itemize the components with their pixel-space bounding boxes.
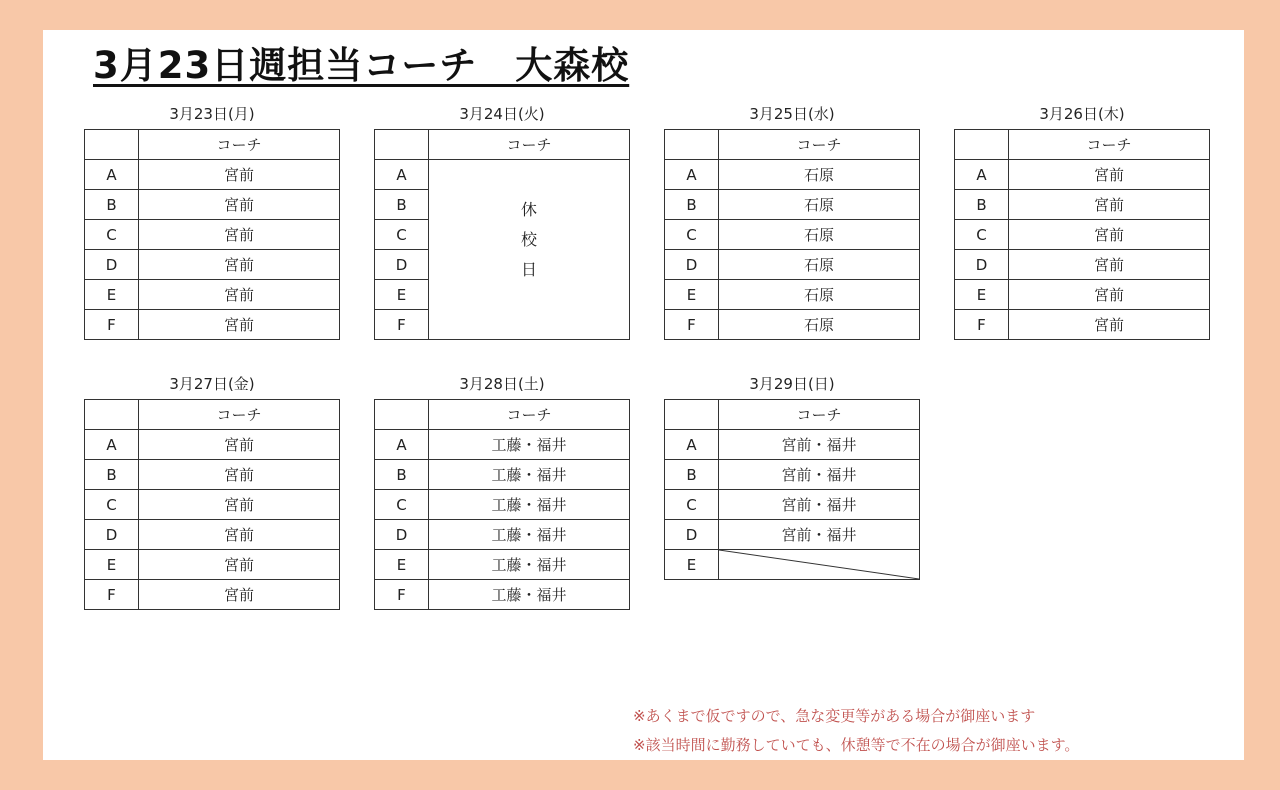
coach-header-cell: コーチ <box>1009 130 1210 160</box>
coach-name-cell: 宮前 <box>1009 250 1210 280</box>
coach-name-cell: 宮前 <box>139 160 340 190</box>
coach-name-cell: 宮前 <box>1009 280 1210 310</box>
day-date-caption: 3月27日(金) <box>169 375 255 393</box>
table-row <box>85 460 340 490</box>
day-date-caption: 3月25日(水) <box>749 105 835 123</box>
slot-label: E <box>85 550 139 580</box>
table-row <box>665 280 920 310</box>
slot-label: B <box>375 190 429 220</box>
slot-label: A <box>85 160 139 190</box>
slot-header-cell <box>665 400 719 430</box>
coach-name-cell: 宮前・福井 <box>719 430 920 460</box>
header-row <box>955 130 1210 160</box>
coach-name-cell: 宮前 <box>139 520 340 550</box>
coach-name-cell: 工藤・福井 <box>429 430 630 460</box>
slot-header-cell <box>665 130 719 160</box>
slot-label: E <box>375 550 429 580</box>
coach-table <box>664 399 920 580</box>
coach-table <box>374 129 630 340</box>
slot-label: C <box>375 490 429 520</box>
closed-day-label: 休校日 <box>520 199 537 279</box>
table-row <box>955 190 1210 220</box>
day-date-caption: 3月29日(日) <box>749 375 835 393</box>
schedule-sheet <box>43 30 1244 760</box>
note-tentative: ※あくまで仮ですので、急な変更等がある場合が御座います <box>633 707 1036 725</box>
slot-label: F <box>955 310 1009 340</box>
slot-header-cell <box>85 130 139 160</box>
coach-name-cell: 宮前 <box>139 580 340 610</box>
coach-name-cell: 石原 <box>719 160 920 190</box>
table-row <box>665 160 920 190</box>
day-schedule <box>374 102 630 340</box>
coach-name-cell: 石原 <box>719 190 920 220</box>
diagonal-strike <box>719 550 919 579</box>
slot-label: B <box>665 460 719 490</box>
slot-label: C <box>375 220 429 250</box>
slot-label: B <box>375 460 429 490</box>
coach-header-cell: コーチ <box>139 130 340 160</box>
coach-name-cell: 工藤・福井 <box>429 550 630 580</box>
coach-name-cell: 宮前 <box>1009 190 1210 220</box>
slot-label: F <box>85 580 139 610</box>
table-row <box>665 220 920 250</box>
slot-label: B <box>955 190 1009 220</box>
slot-label: C <box>85 220 139 250</box>
notes <box>633 702 1079 760</box>
coach-name-cell: 石原 <box>719 280 920 310</box>
header-row <box>85 130 340 160</box>
coach-name-cell: 工藤・福井 <box>429 460 630 490</box>
coach-table <box>374 399 630 610</box>
coach-name-cell: 宮前 <box>139 220 340 250</box>
table-row <box>85 520 340 550</box>
note-absence: ※該当時間に勤務していても、休憩等で不在の場合が御座います。 <box>633 736 1080 754</box>
table-row <box>85 220 340 250</box>
coach-name-cell: 石原 <box>719 310 920 340</box>
coach-name-cell: 宮前 <box>139 460 340 490</box>
slot-label: C <box>665 490 719 520</box>
header-row <box>665 130 920 160</box>
table-row <box>85 580 340 610</box>
table-row <box>665 310 920 340</box>
table-row <box>375 550 630 580</box>
slot-label: D <box>375 520 429 550</box>
slot-label: D <box>665 520 719 550</box>
coach-name-cell: 工藤・福井 <box>429 520 630 550</box>
day-schedule <box>954 102 1210 340</box>
coach-name-cell: 宮前 <box>139 310 340 340</box>
table-row <box>85 190 340 220</box>
day-date-caption: 3月23日(月) <box>169 105 255 123</box>
slot-label: C <box>665 220 719 250</box>
slot-label: D <box>955 250 1009 280</box>
coach-name-cell: 宮前・福井 <box>719 460 920 490</box>
slot-label: D <box>85 250 139 280</box>
coach-table <box>664 129 920 340</box>
table-row <box>955 220 1210 250</box>
coach-name-cell: 宮前 <box>139 430 340 460</box>
day-schedule <box>664 372 920 580</box>
slot-label: E <box>665 550 719 580</box>
table-row <box>85 280 340 310</box>
slot-label: C <box>955 220 1009 250</box>
slot-label: A <box>665 160 719 190</box>
table-row <box>85 490 340 520</box>
coach-name-cell: 宮前 <box>139 190 340 220</box>
table-row <box>955 280 1210 310</box>
coach-header-cell: コーチ <box>719 400 920 430</box>
slot-label: A <box>665 430 719 460</box>
coach-header-cell: コーチ <box>429 130 630 160</box>
slot-label: E <box>665 280 719 310</box>
coach-name-cell: 宮前 <box>1009 220 1210 250</box>
day-schedule <box>374 372 630 610</box>
table-row <box>375 460 630 490</box>
header-row <box>375 130 630 160</box>
table-row <box>375 490 630 520</box>
slot-label: B <box>665 190 719 220</box>
table-row <box>375 520 630 550</box>
table-row <box>85 160 340 190</box>
coach-header-cell: コーチ <box>719 130 920 160</box>
slot-label: D <box>665 250 719 280</box>
slot-label: D <box>85 520 139 550</box>
coach-name-cell: 宮前 <box>139 250 340 280</box>
table-row <box>85 430 340 460</box>
coach-name-cell: 石原 <box>719 250 920 280</box>
header-row <box>665 400 920 430</box>
coach-header-cell: コーチ <box>429 400 630 430</box>
day-schedule <box>84 372 340 610</box>
slot-label: F <box>375 580 429 610</box>
slot-label: F <box>665 310 719 340</box>
slot-label: E <box>955 280 1009 310</box>
slot-label: F <box>85 310 139 340</box>
coach-name-cell: 宮前・福井 <box>719 490 920 520</box>
coach-name-cell: 宮前 <box>139 280 340 310</box>
table-row <box>375 160 630 190</box>
slot-label: D <box>375 250 429 280</box>
table-row <box>665 460 920 490</box>
slot-header-cell <box>375 400 429 430</box>
page-title: 3月23日週担当コーチ 大森校 <box>93 44 630 87</box>
slot-label: B <box>85 460 139 490</box>
table-row <box>665 550 920 580</box>
closed-day-cell <box>429 160 630 340</box>
table-row <box>665 250 920 280</box>
table-row <box>375 580 630 610</box>
slot-label: C <box>85 490 139 520</box>
table-row <box>665 520 920 550</box>
table-row <box>85 310 340 340</box>
coach-table <box>84 129 340 340</box>
day-date-caption: 3月26日(木) <box>1039 105 1125 123</box>
table-row <box>955 160 1210 190</box>
slot-header-cell <box>375 130 429 160</box>
coach-name-cell: 宮前 <box>139 550 340 580</box>
coach-header-cell: コーチ <box>139 400 340 430</box>
slot-label: B <box>85 190 139 220</box>
day-date-caption: 3月24日(火) <box>459 105 545 123</box>
coach-name-cell: 宮前 <box>1009 160 1210 190</box>
coach-name-cell: 石原 <box>719 220 920 250</box>
day-schedule <box>664 102 920 340</box>
table-row <box>375 430 630 460</box>
slot-label: A <box>375 160 429 190</box>
day-schedule <box>84 102 340 340</box>
coach-table <box>954 129 1210 340</box>
coach-name-cell: 宮前 <box>139 490 340 520</box>
slot-label: E <box>375 280 429 310</box>
table-row <box>665 190 920 220</box>
slot-label: A <box>85 430 139 460</box>
empty-slot-cell <box>719 550 920 580</box>
header-row <box>85 400 340 430</box>
coach-name-cell: 工藤・福井 <box>429 580 630 610</box>
table-row <box>85 250 340 280</box>
coach-name-cell: 工藤・福井 <box>429 490 630 520</box>
day-date-caption: 3月28日(土) <box>459 375 545 393</box>
table-row <box>665 490 920 520</box>
slot-label: A <box>955 160 1009 190</box>
slot-header-cell <box>955 130 1009 160</box>
coach-name-cell: 宮前 <box>1009 310 1210 340</box>
table-row <box>85 550 340 580</box>
table-row <box>955 250 1210 280</box>
header-row <box>375 400 630 430</box>
table-row <box>665 430 920 460</box>
table-row <box>955 310 1210 340</box>
slot-label: F <box>375 310 429 340</box>
slot-label: A <box>375 430 429 460</box>
slot-header-cell <box>85 400 139 430</box>
coach-table <box>84 399 340 610</box>
slot-label: E <box>85 280 139 310</box>
coach-name-cell: 宮前・福井 <box>719 520 920 550</box>
